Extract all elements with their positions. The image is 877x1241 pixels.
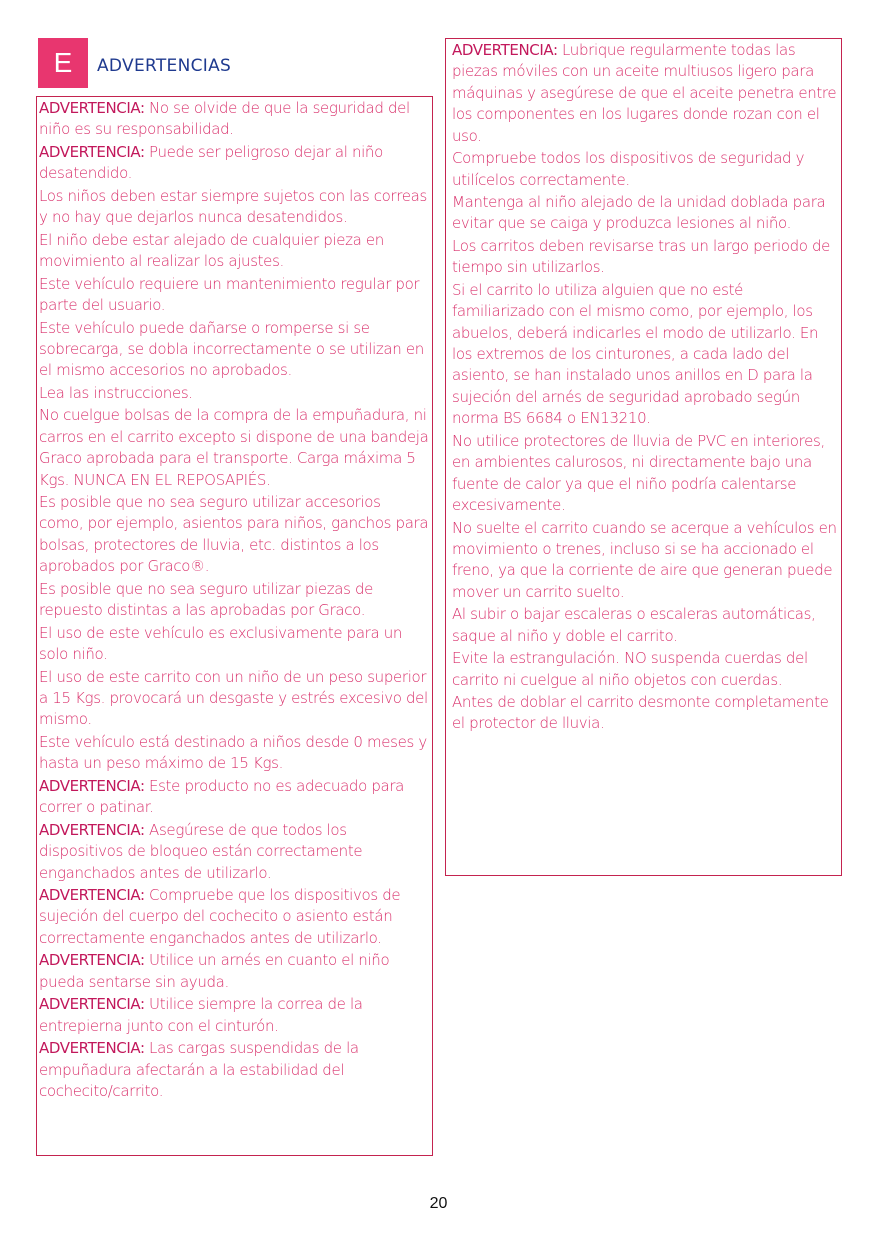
warning-paragraph	[39, 230, 429, 273]
warning-paragraph	[452, 518, 838, 604]
warning-text: Puede ser peligroso dejar al niño desatendido.	[39, 142, 383, 183]
warning-paragraph	[452, 236, 838, 279]
warning-text: Mantenga al niño alejado de la unidad doblada para evitar que se caiga y produzca lesiones al niño.	[452, 193, 826, 233]
warning-text: El uso de este carrito con un niño de un peso superior a 15 Kgs. provocará un desgaste y estrés excesivo del mismo.	[39, 667, 428, 729]
warning-paragraph	[39, 623, 429, 666]
warning-text: Utilice siempre la correa de la entrepierna junto con el cinturón.	[39, 995, 363, 1035]
warning-text: Es posible que no sea seguro utilizar accesorios como, por ejemplo, asientos para niños, ganchos para bolsas, protectores de lluvia, etc. distintos a los aprobados por Graco®.	[39, 493, 429, 576]
warning-keyword: ADVERTENCIA:	[39, 951, 145, 970]
warning-text: Evite la estrangulación. NO suspenda cuerdas del carrito ni cuelgue al niño objetos con cuerdas.	[452, 649, 808, 689]
warning-text: Este vehículo está destinado a niños desde 0 meses y hasta un peso máximo de 15 Kgs.	[39, 732, 427, 773]
warning-text: No suelte el carrito cuando se acerque a vehículos en movimiento o trenes, incluso si se ha accionado el freno, ya que la corriente de aire que generan puede mover un carrito suelto.	[452, 518, 837, 601]
warning-text: Antes de doblar el carrito desmonte completamente el protector de lluvia.	[452, 693, 829, 733]
page-number: 20	[429, 1195, 448, 1212]
warnings-panel-left	[36, 96, 433, 1156]
warning-paragraph	[452, 40, 838, 147]
warning-text: Este vehículo puede dañarse o romperse si se sobrecarga, se dobla incorrectamente o se utilizan en el mismo accesorios no aprobados.	[39, 318, 424, 380]
warning-paragraph	[39, 667, 429, 731]
warning-paragraph	[39, 1038, 429, 1102]
warning-text: Los carritos deben revisarse tras un largo periodo de tiempo sin utilizarlos.	[452, 236, 831, 277]
warning-text: Este vehículo requiere un mantenimiento regular por parte del usuario.	[39, 274, 420, 315]
warning-text: Compruebe que los dispositivos de sujeción del cuerpo del cochecito o asiento están correctamente enganchados antes de utilizarlo.	[39, 886, 401, 947]
warning-keyword: ADVERTENCIA:	[39, 99, 145, 117]
warning-keyword: ADVERTENCIA:	[39, 1039, 145, 1058]
warning-paragraph	[452, 604, 838, 647]
warning-paragraph	[452, 692, 838, 735]
warning-text: El niño debe estar alejado de cualquier pieza en movimiento al realizar los ajustes.	[39, 230, 384, 271]
warning-text: Compruebe todos los dispositivos de seguridad y utilícelos correctamente.	[452, 149, 805, 189]
warning-text: Si el carrito lo utiliza alguien que no esté familiarizado con el mismo como, por ejemplo, los abuelos, deberá indicarles el modo de utilizarlo. En los extremos de los cinturones, a cada lado del asiento, se han instalado unos anillos en D para la sujeción del arnés de seguridad aprobado según norma BS 6684 o EN13210.	[452, 280, 819, 428]
warning-keyword: ADVERTENCIA:	[39, 995, 145, 1014]
warning-text: Asegúrese de que todos los dispositivos de bloqueo están correctamente enganchados antes de utilizarlo.	[39, 820, 363, 882]
warning-text: Las cargas suspendidas de la empuñadura afectarán a la estabilidad del cochecito/carrito.	[39, 1039, 359, 1100]
warning-paragraph	[39, 318, 429, 382]
warning-keyword: ADVERTENCIA:	[39, 142, 145, 161]
warning-paragraph	[39, 994, 429, 1037]
warning-paragraph	[39, 142, 429, 185]
warning-paragraph	[39, 950, 429, 993]
warning-paragraph	[39, 383, 429, 404]
warning-paragraph	[39, 405, 429, 491]
warning-text: Lubrique regularmente todas las piezas móviles con un aceite multiusos ligero para máquinas y asegúrese de que el aceite penetra entre los componentes en los lugares donde rozan con el uso.	[452, 41, 837, 145]
warning-paragraph	[39, 732, 429, 775]
warning-text: Este producto no es adecuado para correr o patinar.	[39, 776, 405, 817]
warning-text: Los niños deben estar siempre sujetos con las correas y no hay que dejarlos nunca desatendidos.	[39, 186, 427, 227]
warning-text: No cuelgue bolsas de la compra de la empuñadura, ni carros en el carrito excepto si dispone de una bandeja Graco aprobada para el transporte. Carga máxima 5 Kgs. NUNCA EN EL REPOSAPIÉS.	[39, 406, 429, 489]
warning-keyword: ADVERTENCIA:	[39, 776, 145, 795]
warning-keyword: ADVERTENCIA:	[39, 820, 145, 839]
warnings-panel-right	[445, 38, 842, 876]
warning-paragraph	[39, 492, 429, 578]
warning-keyword: ADVERTENCIA:	[39, 886, 145, 905]
warning-text: Al subir o bajar escaleras o escaleras automáticas, saque al niño y doble el carrito.	[452, 605, 816, 645]
warning-paragraph	[452, 648, 838, 691]
warning-paragraph	[39, 274, 429, 317]
warning-paragraph	[452, 192, 838, 235]
warning-text: No utilice protectores de lluvia de PVC en interiores, en ambientes calurosos, ni directamente bajo una fuente de calor ya que el niño podría calentarse excesivamente.	[452, 431, 825, 514]
warning-text: Es posible que no sea seguro utilizar piezas de repuesto distintas a las aprobadas por Graco.	[39, 579, 373, 620]
warning-paragraph	[39, 776, 429, 819]
section-title: ADVERTENCIAS	[97, 56, 232, 76]
warning-paragraph	[452, 148, 838, 191]
language-badge: E	[38, 38, 88, 88]
warning-paragraph	[39, 579, 429, 622]
warning-text: El uso de este vehículo es exclusivamente para un solo niño.	[39, 623, 403, 664]
warning-paragraph	[452, 431, 838, 517]
warning-paragraph	[39, 186, 429, 229]
warning-paragraph	[39, 820, 429, 884]
warning-text: Lea las instrucciones.	[39, 383, 193, 402]
warning-keyword: ADVERTENCIA:	[452, 41, 558, 59]
warning-paragraph	[39, 98, 429, 141]
warning-paragraph	[452, 280, 838, 430]
warning-text: Utilice un arnés en cuanto el niño pueda sentarse sin ayuda.	[39, 951, 390, 991]
warning-paragraph	[39, 885, 429, 949]
warning-text: No se olvide de que la seguridad del niño es su responsabilidad.	[39, 99, 410, 139]
